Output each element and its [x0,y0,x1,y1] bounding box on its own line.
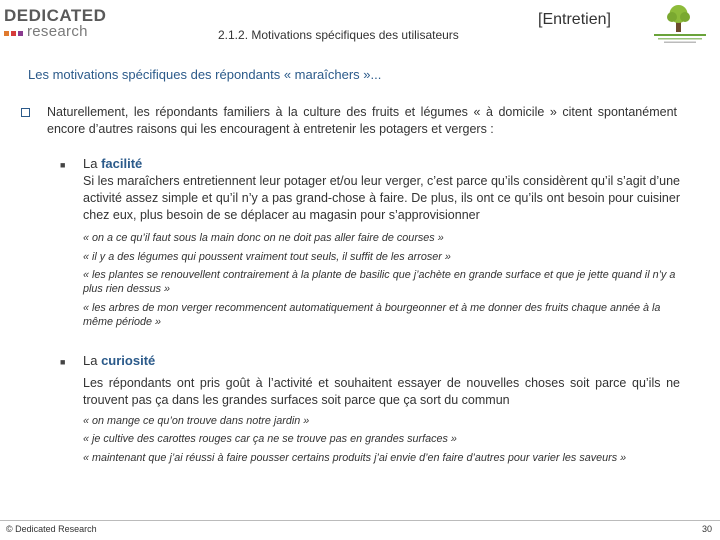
curiosite-paragraph: Les répondants ont pris goût à l’activité et souhaitent essayer de nouvelles choses soit parce qu’ils ne trouvent pas ça dans les grandes surfaces soit parce que ça sort du commun [83,376,680,407]
page-subtitle: Les motivations spécifiques des répondants « maraîchers »... [28,67,382,82]
logo-dot-purple [18,31,23,36]
quote-item: « on a ce qu’il faut sous la main donc on ne doit pas aller faire de courses » [83,232,444,244]
square-bullet-icon [21,108,30,117]
tree-icon [650,4,710,46]
quote-item: « je cultive des carottes rouges car ça ne se trouve pas en grandes surfaces » [83,433,457,445]
quote-item: « il y a des légumes qui poussent vraiment tout seuls, il suffit de les arroser » [83,251,451,263]
section-heading-curiosite [83,353,155,368]
heading-prefix: La [83,353,102,368]
logo-dot-red [11,31,16,36]
section-title: 2.1.2. Motivations spécifiques des utilisateurs [218,28,459,42]
logo-dot-orange [4,31,9,36]
heading-highlight: curiosité [101,353,156,368]
dedicated-research-logo [4,6,107,40]
page-number: 30 [701,524,712,534]
square-sub-bullet-icon: ■ [60,160,66,170]
quote-item: « les plantes se renouvellent contrairement à la plante de basilic que j’achète en grande surface et que je jette quand il n’y a plus rien dessus » [83,269,676,295]
intro-paragraph: Naturellement, les répondants familiers à la culture des fruits et légumes « à domicile » citent spontanément encore d’autres raisons qui les encouragent à entretenir les potagers et vergers : [47,105,677,136]
quote-item: « maintenant que j’ai réussi à faire pousser certains produits j’ai envie d’en faire d’autres pour varier les saveurs » [83,452,627,464]
square-sub-bullet-icon: ■ [60,357,66,367]
quote-item: « les arbres de mon verger recommencent automatiquement à bourgeonner et à me donner des fruits chaque année à la même période » [83,302,661,328]
entretien-tag: [Entretien] [538,11,611,28]
logo-dots [4,31,23,36]
heading-highlight: facilité [101,156,143,171]
facilite-paragraph: Si les maraîchers entretiennent leur potager et/ou leur verger, c’est parce qu’ils considèrent qu’il s’agit d’une activité assez simple et qu’il n’y a pas grand-chose à faire. De plus, ils ont ce qu’ils ont besoin pour cuisiner chez eux, plus besoin de se déplacer au magasin pour s’approvisionner [83,174,680,222]
logo-top-text: DEDICATED [4,6,107,25]
footer-copyright: © Dedicated Research [6,524,97,534]
footer-divider [0,520,720,521]
section-heading-facilite [83,156,142,171]
heading-prefix: La [83,156,102,171]
quote-item: « on mange ce qu’on trouve dans notre jardin » [83,415,310,427]
logo-bottom-text: research [27,23,88,40]
